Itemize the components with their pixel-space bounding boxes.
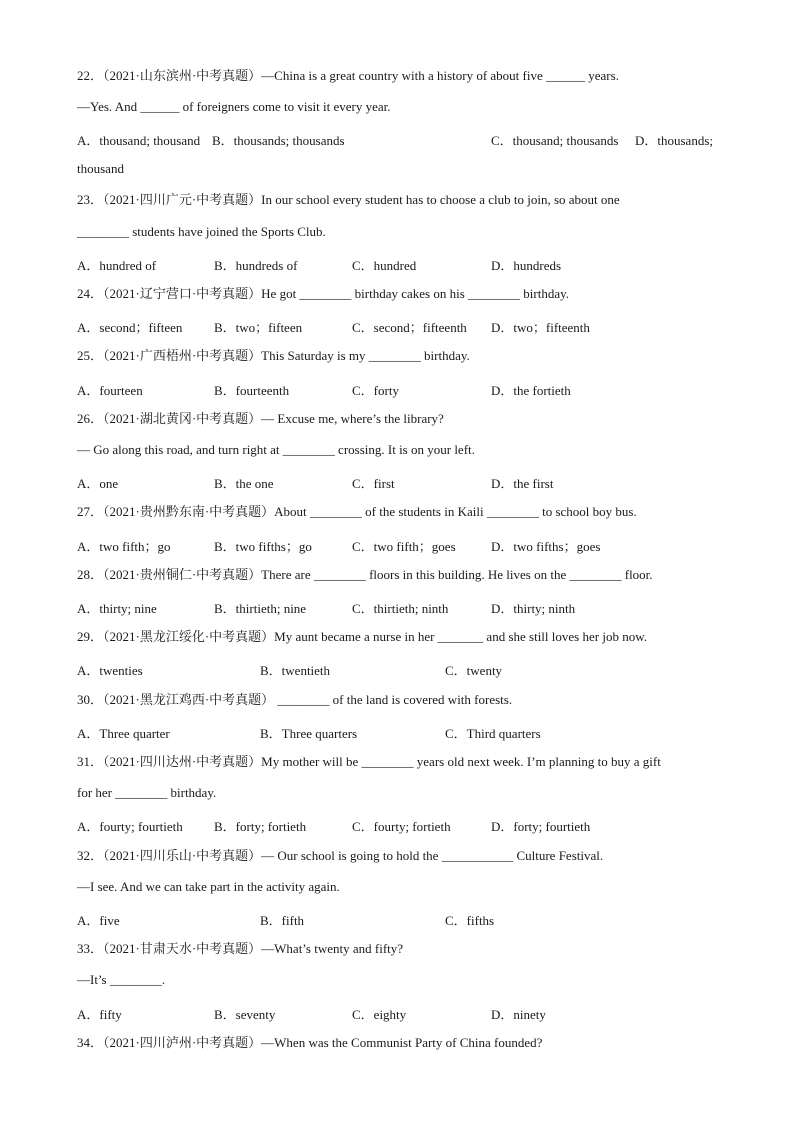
question-33-stem: 33．（2021·甘肃天水·中考真题）—What’s twenty and fifty? <box>77 941 404 956</box>
question-31-option-a[interactable]: A．fourty; fourtieth <box>77 819 183 834</box>
question-24-option-a[interactable]: A．second；fifteen <box>77 320 183 335</box>
question-26-option-d[interactable]: D．the first <box>491 476 554 491</box>
question-30-option-a[interactable]: A．Three quarter <box>77 726 170 741</box>
question-33-option-b[interactable]: B．seventy <box>214 1007 276 1022</box>
question-27-option-c[interactable]: C．two fifth；goes <box>352 539 456 554</box>
question-25-option-a[interactable]: A．fourteen <box>77 383 143 398</box>
question-23-option-a[interactable]: A．hundred of <box>77 258 157 273</box>
question-22-option-a[interactable]: A．thousand; thousand <box>77 133 201 148</box>
question-27-option-d[interactable]: D．two fifths；goes <box>491 539 601 554</box>
question-26-option-c[interactable]: C．first <box>352 476 395 491</box>
question-30-stem: 30．（2021·黑龙江鸡西·中考真题） ________ of the land is covered with forests. <box>77 692 513 707</box>
question-23-line: ________ students have joined the Sports Club. <box>77 224 326 239</box>
question-24-stem: 24．（2021·辽宁营口·中考真题）He got ________ birthday cakes on his ________ birthday. <box>77 286 570 301</box>
question-24-option-d[interactable]: D．two；fifteenth <box>491 320 590 335</box>
question-33-option-d[interactable]: D．ninety <box>491 1007 546 1022</box>
question-28-option-d[interactable]: D．thirty; ninth <box>491 601 576 616</box>
question-24-option-c[interactable]: C．second；fifteenth <box>352 320 467 335</box>
question-33-option-a[interactable]: A．fifty <box>77 1007 122 1022</box>
question-32-stem: 32．（2021·四川乐山·中考真题）— Our school is going to hold the ___________ Culture Festival. <box>77 848 604 863</box>
question-30-option-b[interactable]: B．Three quarters <box>260 726 358 741</box>
question-34-stem: 34．（2021·四川泸州·中考真题）—When was the Communist Party of China founded? <box>77 1035 543 1050</box>
question-31-stem: 31．（2021·四川达州·中考真题）My mother will be ________ years old next week. I’m planning to buy a gift <box>77 754 661 769</box>
question-32-option-c[interactable]: C．fifths <box>445 913 495 928</box>
question-29-option-a[interactable]: A．twenties <box>77 663 143 678</box>
question-31-option-b[interactable]: B．forty; fortieth <box>214 819 307 834</box>
question-29-option-b[interactable]: B．twentieth <box>260 663 331 678</box>
question-25-stem: 25．（2021·广西梧州·中考真题）This Saturday is my ________ birthday. <box>77 348 470 363</box>
question-32-line: —I see. And we can take part in the activity again. <box>77 879 340 894</box>
question-31-option-d[interactable]: D．forty; fourtieth <box>491 819 591 834</box>
question-28-option-b[interactable]: B．thirtieth; nine <box>214 601 307 616</box>
question-28-stem: 28．（2021·贵州铜仁·中考真题）There are ________ floors in this building. He lives on the ________ floor. <box>77 567 653 582</box>
question-22-option-d[interactable]: D．thousands; <box>635 133 714 148</box>
question-26-line: — Go along this road, and turn right at ________ crossing. It is on your left. <box>77 442 475 457</box>
question-22-option-b[interactable]: B．thousands; thousands <box>212 133 345 148</box>
question-28-option-a[interactable]: A．thirty; nine <box>77 601 157 616</box>
question-25-option-b[interactable]: B．fourteenth <box>214 383 290 398</box>
question-26-option-a[interactable]: A．one <box>77 476 119 491</box>
question-22-option-c[interactable]: C．thousand; thousands <box>491 133 619 148</box>
question-23-stem: 23．（2021·四川广元·中考真题）In our school every student has to choose a club to join, so about one <box>77 192 620 207</box>
question-24-option-b[interactable]: B．two；fifteen <box>214 320 303 335</box>
question-27-stem: 27．（2021·贵州黔东南·中考真题）About ________ of the students in Kaili ________ to school boy bus. <box>77 504 637 519</box>
question-31-line: for her ________ birthday. <box>77 785 217 800</box>
question-25-option-c[interactable]: C．forty <box>352 383 399 398</box>
question-29-stem: 29．（2021·黑龙江绥化·中考真题）My aunt became a nurse in her _______ and she still loves her job now. <box>77 629 647 644</box>
question-26-stem: 26．（2021·湖北黄冈·中考真题）— Excuse me, where’s the library? <box>77 411 444 426</box>
question-33-option-c[interactable]: C．eighty <box>352 1007 407 1022</box>
question-26-option-b[interactable]: B．the one <box>214 476 274 491</box>
question-25-option-d[interactable]: D．the fortieth <box>491 383 571 398</box>
question-27-option-a[interactable]: A．two fifth；go <box>77 539 171 554</box>
question-32-option-b[interactable]: B．fifth <box>260 913 305 928</box>
question-33-line: —It’s ________. <box>77 972 166 987</box>
question-22-stem: 22．（2021·山东滨州·中考真题）—China is a great country with a history of about five ______ years. <box>77 68 619 83</box>
question-23-option-d[interactable]: D．hundreds <box>491 258 562 273</box>
question-27-option-b[interactable]: B．two fifths；go <box>214 539 312 554</box>
question-28-option-c[interactable]: C．thirtieth; ninth <box>352 601 449 616</box>
question-23-option-b[interactable]: B．hundreds of <box>214 258 298 273</box>
question-31-option-c[interactable]: C．fourty; fortieth <box>352 819 451 834</box>
question-22-option-d-continued: thousand <box>77 161 124 176</box>
question-22-line: —Yes. And ______ of foreigners come to visit it every year. <box>77 99 391 114</box>
question-23-option-c[interactable]: C．hundred <box>352 258 417 273</box>
question-32-option-a[interactable]: A．five <box>77 913 120 928</box>
question-29-option-c[interactable]: C．twenty <box>445 663 503 678</box>
question-30-option-c[interactable]: C．Third quarters <box>445 726 541 741</box>
